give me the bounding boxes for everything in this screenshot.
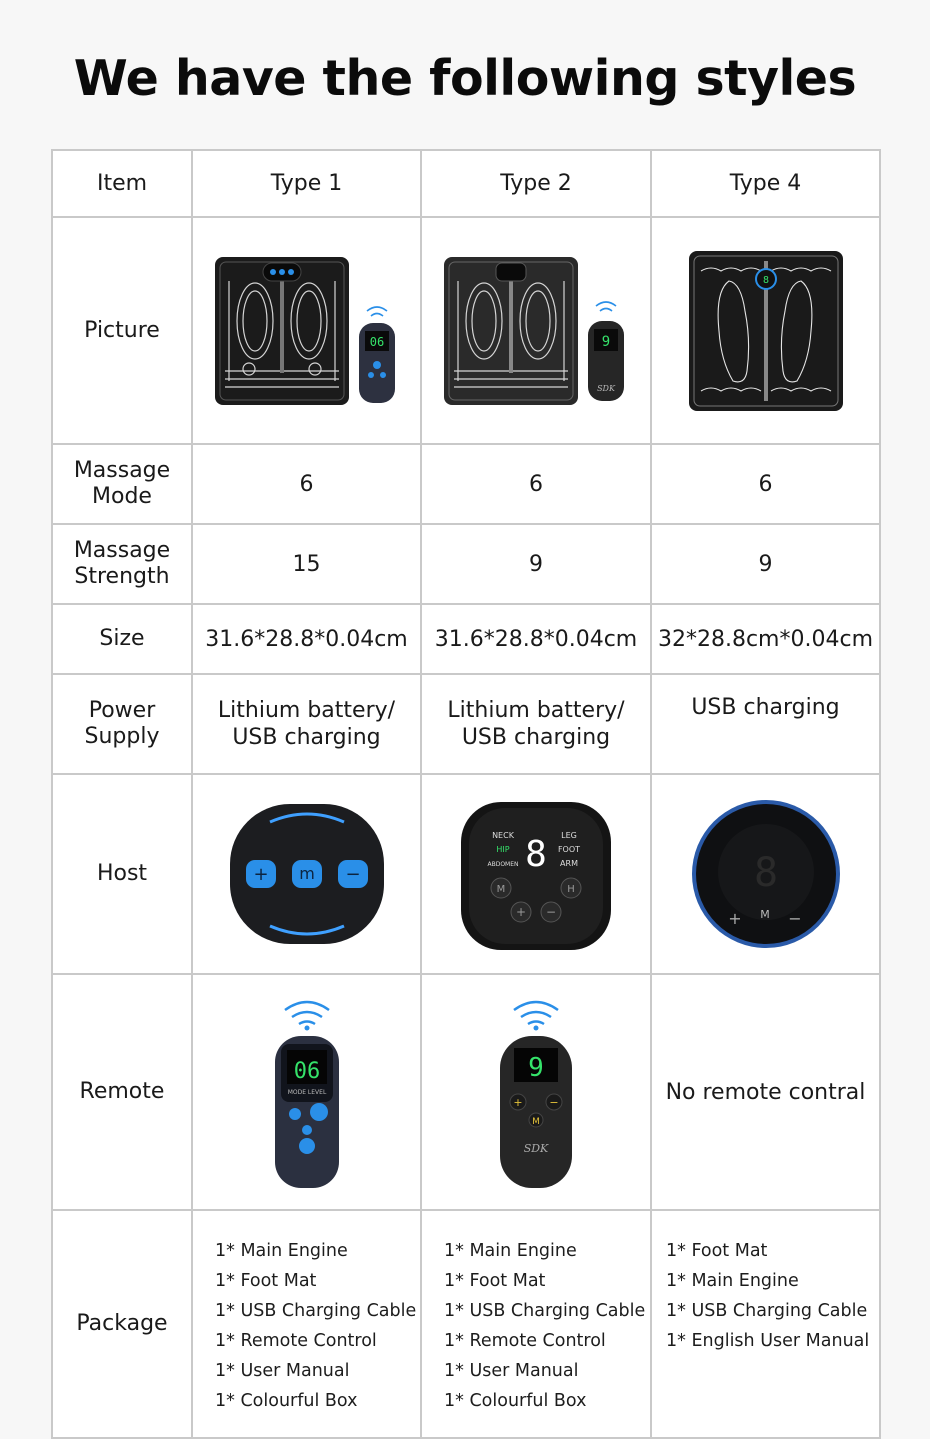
host4-m-button: M: [759, 908, 770, 921]
power-supply-type2-line2: USB charging: [461, 725, 611, 750]
remote-row: [52, 974, 880, 1210]
comparison-table: [51, 149, 881, 1439]
host2-label-hip: HIP: [496, 845, 510, 854]
host2-h-button: H: [567, 884, 575, 895]
package-type1: [192, 1210, 421, 1438]
host4-digit: 8: [753, 850, 778, 896]
header-type-4: Type 4: [651, 150, 880, 217]
host-row: [52, 774, 880, 974]
list-item: 1* Main Engine: [215, 1241, 348, 1261]
list-item: 1* USB Charging Cable: [444, 1301, 646, 1321]
host2-plus-button: +: [515, 905, 527, 919]
massage-strength-label: Massage Strength: [52, 524, 192, 604]
header-row: [52, 150, 880, 217]
list-item: 1* Foot Mat: [444, 1271, 546, 1291]
package-type4-list: [652, 1236, 879, 1356]
header-type-2: Type 2: [421, 150, 651, 217]
power-supply-type4: [651, 674, 880, 774]
host1-mode-button: m: [298, 864, 315, 883]
package-type4: [651, 1210, 880, 1438]
remote2-m-button: M: [532, 1117, 540, 1127]
remote-type2-image: [476, 992, 596, 1192]
list-item: 1* Main Engine: [666, 1271, 799, 1291]
wifi-icon: [285, 1002, 329, 1024]
page-title: We have the following styles: [73, 50, 857, 107]
mat2-remote-display: 9: [601, 333, 611, 350]
massage-strength-type1: 15: [192, 524, 421, 604]
remote2-minus-button: −: [549, 1096, 559, 1109]
header-item: Item: [52, 150, 192, 217]
list-item: 1* Remote Control: [215, 1331, 377, 1351]
power-supply-type2: [421, 674, 651, 774]
host1-minus-button: −: [344, 864, 361, 885]
massage-mode-type2: 6: [421, 444, 651, 524]
remote2-plus-button: +: [513, 1096, 523, 1109]
remote2-brand: SDK: [523, 1142, 549, 1155]
host2-label-abdomen: ABDOMEN: [487, 861, 519, 868]
type1-host: [192, 774, 421, 974]
host2-digit: 8: [525, 834, 547, 875]
massage-mode-type1: 6: [192, 444, 421, 524]
list-item: 1* Colourful Box: [444, 1391, 587, 1411]
type4-host: [651, 774, 880, 974]
list-item: 1* Colourful Box: [215, 1391, 358, 1411]
power-supply-type1-line1: Lithium battery/: [217, 698, 396, 723]
list-item: 1* Remote Control: [444, 1331, 606, 1351]
package-type2: [421, 1210, 651, 1438]
remote1-caption: MODE LEVEL: [287, 1089, 326, 1096]
host2-label-arm: ARM: [560, 859, 578, 868]
host4-minus-button: −: [787, 909, 802, 928]
host4-plus-button: +: [727, 909, 742, 928]
package-type2-list: [422, 1236, 650, 1416]
mat1-remote-display: 06: [369, 334, 384, 349]
package-row: [52, 1210, 880, 1438]
type1-picture: [192, 217, 421, 444]
host-label: Host: [52, 774, 192, 974]
remote1-display: 06: [293, 1059, 320, 1084]
size-row: [52, 604, 880, 674]
list-item: 1* Foot Mat: [215, 1271, 317, 1291]
host-type2-image: [451, 794, 621, 954]
power-supply-type4-line1: USB charging: [691, 695, 840, 720]
foot-mat-type1-image: [207, 251, 407, 411]
picture-row: [52, 217, 880, 444]
massage-strength-row: [52, 524, 880, 604]
foot-mat-type2-image: [436, 251, 636, 411]
size-type2: 31.6*28.8*0.04cm: [421, 604, 651, 674]
massage-mode-row: [52, 444, 880, 524]
host2-label-leg: LEG: [561, 831, 577, 840]
host2-m-button: M: [496, 884, 506, 895]
type4-picture: [651, 217, 880, 444]
host2-label-foot: FOOT: [557, 845, 581, 854]
host-type1-image: [222, 794, 392, 954]
remote-label: Remote: [52, 974, 192, 1210]
massage-strength-type4: 9: [651, 524, 880, 604]
type2-remote: [421, 974, 651, 1210]
list-item: 1* English User Manual: [666, 1331, 870, 1351]
list-item: 1* USB Charging Cable: [666, 1301, 868, 1321]
list-item: 1* Foot Mat: [666, 1241, 768, 1261]
package-type1-list: [193, 1236, 420, 1416]
list-item: 1* Main Engine: [444, 1241, 577, 1261]
power-supply-type1: [192, 674, 421, 774]
remote2-display: 9: [528, 1053, 544, 1083]
foot-mat-type4-image: [681, 241, 851, 421]
package-label: Package: [52, 1210, 192, 1438]
type2-host: [421, 774, 651, 974]
massage-mode-label: Massage Mode: [52, 444, 192, 524]
host1-plus-button: +: [252, 864, 269, 885]
host-type4-image: [681, 794, 851, 954]
size-type4: 32*28.8cm*0.04cm: [651, 604, 880, 674]
header-type-1: Type 1: [192, 150, 421, 217]
type4-remote: No remote contral: [651, 974, 880, 1210]
type1-remote: [192, 974, 421, 1210]
list-item: 1* User Manual: [215, 1361, 350, 1381]
power-supply-row: [52, 674, 880, 774]
mat2-remote-brand: SDK: [597, 383, 615, 393]
remote-type1-image: [247, 992, 367, 1192]
power-supply-type2-line1: Lithium battery/: [447, 698, 625, 723]
picture-label: Picture: [52, 217, 192, 444]
power-supply-type1-line2: USB charging: [232, 725, 381, 750]
size-type1: 31.6*28.8*0.04cm: [192, 604, 421, 674]
list-item: 1* USB Charging Cable: [215, 1301, 417, 1321]
host2-minus-button: −: [545, 905, 557, 919]
power-supply-label: Power Supply: [52, 674, 192, 774]
massage-mode-type4: 6: [651, 444, 880, 524]
type2-picture: [421, 217, 651, 444]
massage-strength-type2: 9: [421, 524, 651, 604]
list-item: 1* User Manual: [444, 1361, 579, 1381]
host2-label-neck: NECK: [492, 831, 514, 840]
wifi-icon: [514, 1002, 558, 1024]
size-label: Size: [52, 604, 192, 674]
mat4-host-display: 8: [762, 274, 769, 286]
